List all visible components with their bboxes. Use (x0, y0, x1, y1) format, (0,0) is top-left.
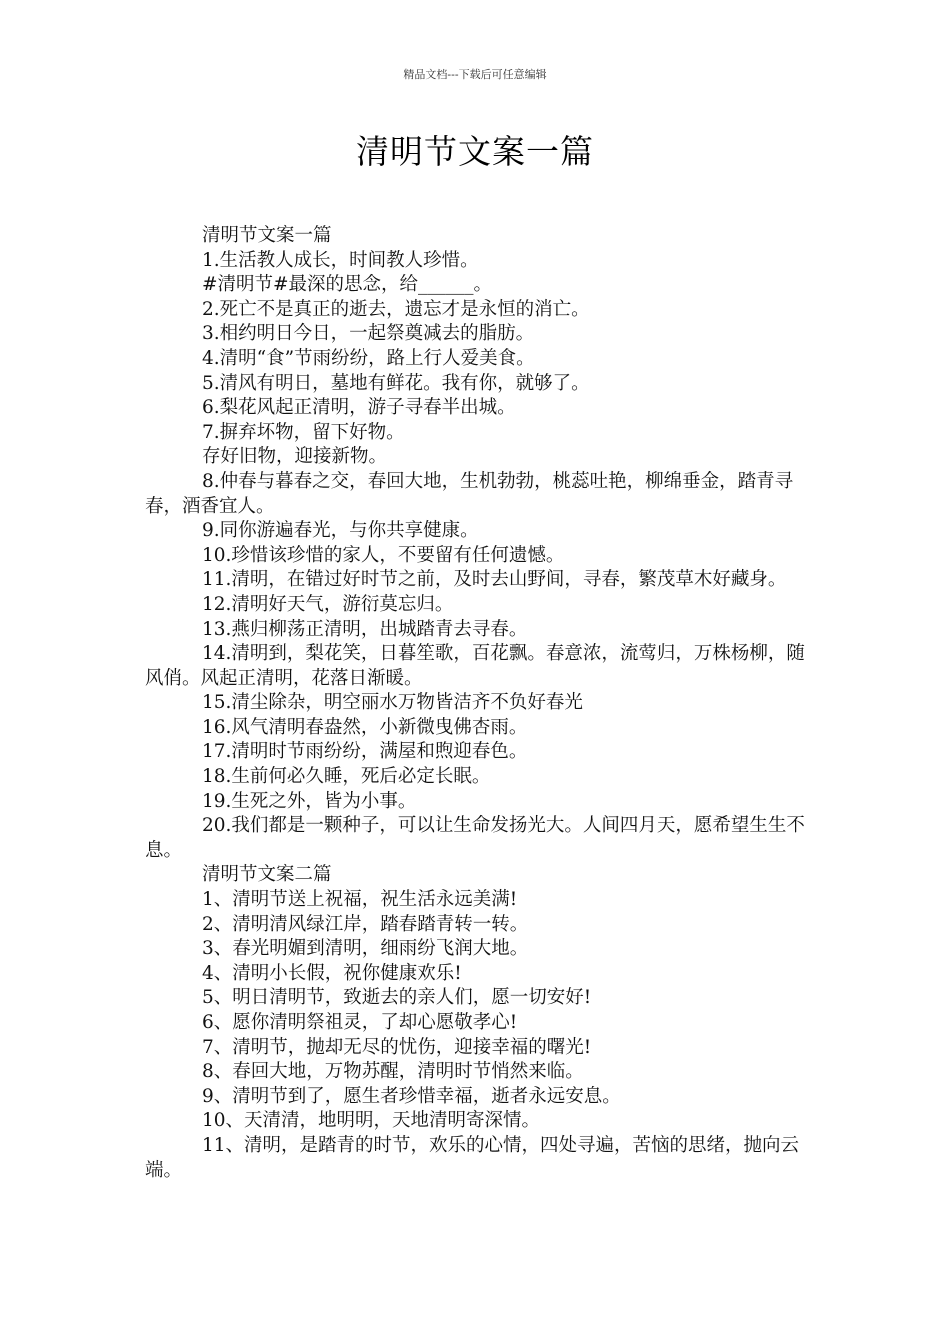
paragraph: 10.珍惜该珍惜的家人，不要留有任何遗憾。 (202, 544, 565, 566)
page-title: 清明节文案一篇 (356, 132, 594, 171)
paragraph: 8、春回大地，万物苏醒，清明时节悄然来临。 (202, 1061, 584, 1083)
paragraph: 8.仲春与暮春之交，春回大地，生机勃勃，桃蕊吐艳，柳绵垂金，踏青寻春，酒香宜人。 (145, 470, 794, 517)
paragraph: 2.死亡不是真正的逝去，遗忘才是永恒的消亡。 (202, 298, 590, 320)
paragraph: 6.梨花风起正清明，游子寻春半出城。 (202, 397, 516, 419)
paragraph: 7、清明节，抛却无尽的忧伤，迎接幸福的曙光! (202, 1036, 592, 1058)
paragraph: 4、清明小长假，祝你健康欢乐! (202, 962, 462, 984)
paragraph: 7.摒弃坏物，留下好物。 (202, 421, 405, 443)
paragraph: 16.风气清明春盎然，小新微曳佛杏雨。 (202, 716, 528, 738)
paragraph: #清明节#最深的思念，给______。 (202, 274, 493, 296)
paragraph: 2、清明清风绿江岸，踏春踏青转一转。 (202, 913, 529, 935)
paragraph: 5.清风有明日，墓地有鲜花。我有你，就够了。 (202, 372, 590, 394)
paragraph: 存好旧物，迎接新物。 (202, 446, 388, 468)
paragraph: 20.我们都是一颗种子，可以让生命发扬光大。人间四月天，愿希望生生不息。 (145, 815, 805, 861)
paragraph: 6、愿你清明祭祖灵，了却心愿敬孝心! (202, 1012, 518, 1033)
paragraph: 4.清明“食”节雨纷纷，路上行人爱美食。 (202, 347, 535, 369)
paragraph: 清明节文案一篇 (202, 225, 332, 246)
paragraph: 9、清明节到了，愿生者珍惜幸福，逝者永远安息。 (202, 1085, 621, 1107)
paragraph: 1、清明节送上祝福，祝生活永远美满! (202, 889, 518, 911)
paragraph: 11、清明，是踏青的时节，欢乐的心情，四处寻遍，苦恼的思绪，抛向云端。 (145, 1134, 800, 1181)
paragraph: 清明节文案二篇 (202, 864, 332, 886)
document-body (145, 224, 807, 1183)
header-note: 精品文档---下载后可任意编辑 (403, 68, 547, 81)
paragraph: 19.生死之外，皆为小事。 (202, 790, 417, 812)
paragraph: 9.同你游遍春光，与你共享健康。 (202, 520, 479, 542)
paragraph: 17.清明时节雨纷纷，满屋和煦迎春色。 (202, 741, 528, 763)
paragraph: 5、明日清明节，致逝去的亲人们，愿一切安好! (202, 987, 592, 1009)
paragraph: 3、春光明媚到清明，细雨纷飞润大地。 (202, 938, 529, 960)
paragraph: 15.清尘除杂，明空丽水万物皆洁齐不负好春光 (202, 692, 583, 714)
paragraph: 18.生前何必久睡，死后必定长眠。 (202, 766, 491, 788)
paragraph: 13.燕归柳荡正清明，出城踏青去寻春。 (202, 618, 528, 640)
paragraph: 12.清明好天气，游衍莫忘归。 (202, 593, 454, 615)
paragraph: 10、天清清，地明明，天地清明寄深情。 (202, 1110, 541, 1132)
paragraph: 11.清明，在错过好时节之前，及时去山野间，寻春，繁茂草木好藏身。 (202, 569, 787, 591)
paragraph: 14.清明到，梨花笑，日暮笙歌，百花飘。春意浓，流莺归，万株杨柳，随风俏。风起正清明，花落日渐暖。 (145, 643, 805, 689)
paragraph: 1.生活教人成长，时间教人珍惜。 (202, 249, 479, 271)
paragraph: 3.相约明日今日，一起祭奠减去的脂肪。 (202, 323, 535, 345)
